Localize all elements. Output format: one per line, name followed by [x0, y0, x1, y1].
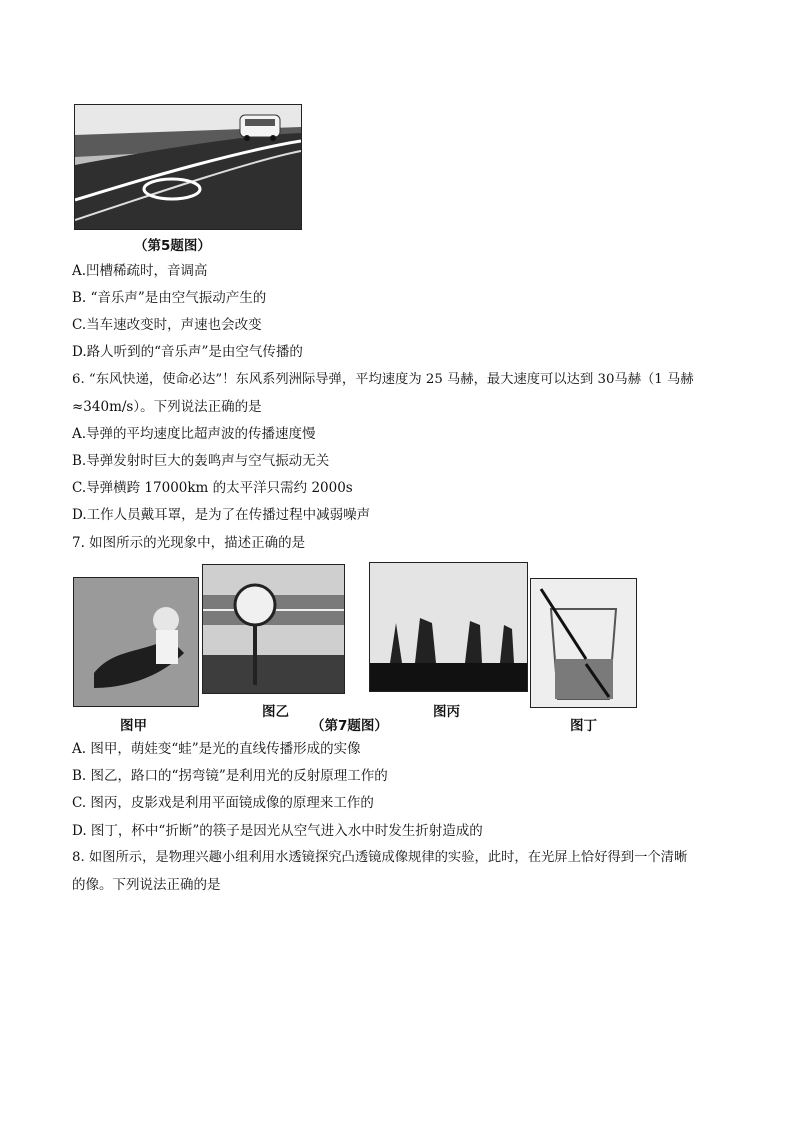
q7-figure-jia-photo: [73, 577, 199, 707]
q5-option-d: D.路人听到的“音乐声”是由空气传播的: [72, 344, 303, 360]
q7-figure-ding-label: 图丁: [570, 718, 597, 734]
q7-figure-jia-label: 图甲: [120, 718, 147, 734]
q8-stem-line1: 8. 如图所示，是物理兴趣小组利用水透镜探究凸透镜成像规律的实验，此时，在光屏上恰好得到一个清晰: [72, 850, 688, 865]
q7-figure-caption: （第7题图）: [311, 718, 388, 734]
figure5-caption: （第5题图）: [134, 238, 211, 254]
q7-figure-ding-photo: [530, 578, 637, 708]
q7-stem: 7. 如图所示的光现象中，描述正确的是: [72, 535, 306, 551]
q5-option-c: C.当车速改变时，声速也会改变: [72, 317, 262, 333]
q6-stem-line1: 6. “东风快递，使命必达”！东风系列洲际导弹，平均速度为 25 马赫，最大速度可以达到 30马赫（1 马赫: [72, 372, 694, 387]
q7-figure-bing-photo: [369, 562, 528, 692]
q7-option-d: D. 图丁，杯中“折断”的筷子是因光从空气进入水中时发生折射造成的: [72, 823, 483, 839]
q6-option-a: A.导弹的平均速度比超声波的传播速度慢: [72, 426, 316, 442]
q7-option-c: C. 图丙，皮影戏是利用平面镜成像的原理来工作的: [72, 795, 374, 811]
q6-option-c: C.导弹横跨 17000km 的太平洋只需约 2000s: [72, 480, 353, 496]
figure5-road-photo: [74, 104, 302, 230]
q8-stem-line2: 的像。下列说法正确的是: [72, 877, 221, 893]
q5-option-b: B. “音乐声”是由空气振动产生的: [72, 290, 267, 306]
q6-option-b: B.导弹发射时巨大的轰鸣声与空气振动无关: [72, 453, 330, 469]
q6-stem-line2: ≈340m/s）。下列说法正确的是: [72, 399, 262, 415]
q7-option-a: A. 图甲，萌娃变“蛙”是光的直线传播形成的实像: [72, 741, 361, 757]
q7-option-b: B. 图乙，路口的“拐弯镜”是利用光的反射原理工作的: [72, 768, 388, 784]
q7-figure-yi-photo: [202, 564, 345, 694]
q6-option-d: D.工作人员戴耳罩，是为了在传播过程中减弱噪声: [72, 507, 371, 523]
q5-option-a: A.凹槽稀疏时，音调高: [72, 263, 208, 279]
q7-figure-bing-label: 图丙: [433, 704, 460, 720]
q7-figure-yi-label: 图乙: [262, 704, 289, 720]
